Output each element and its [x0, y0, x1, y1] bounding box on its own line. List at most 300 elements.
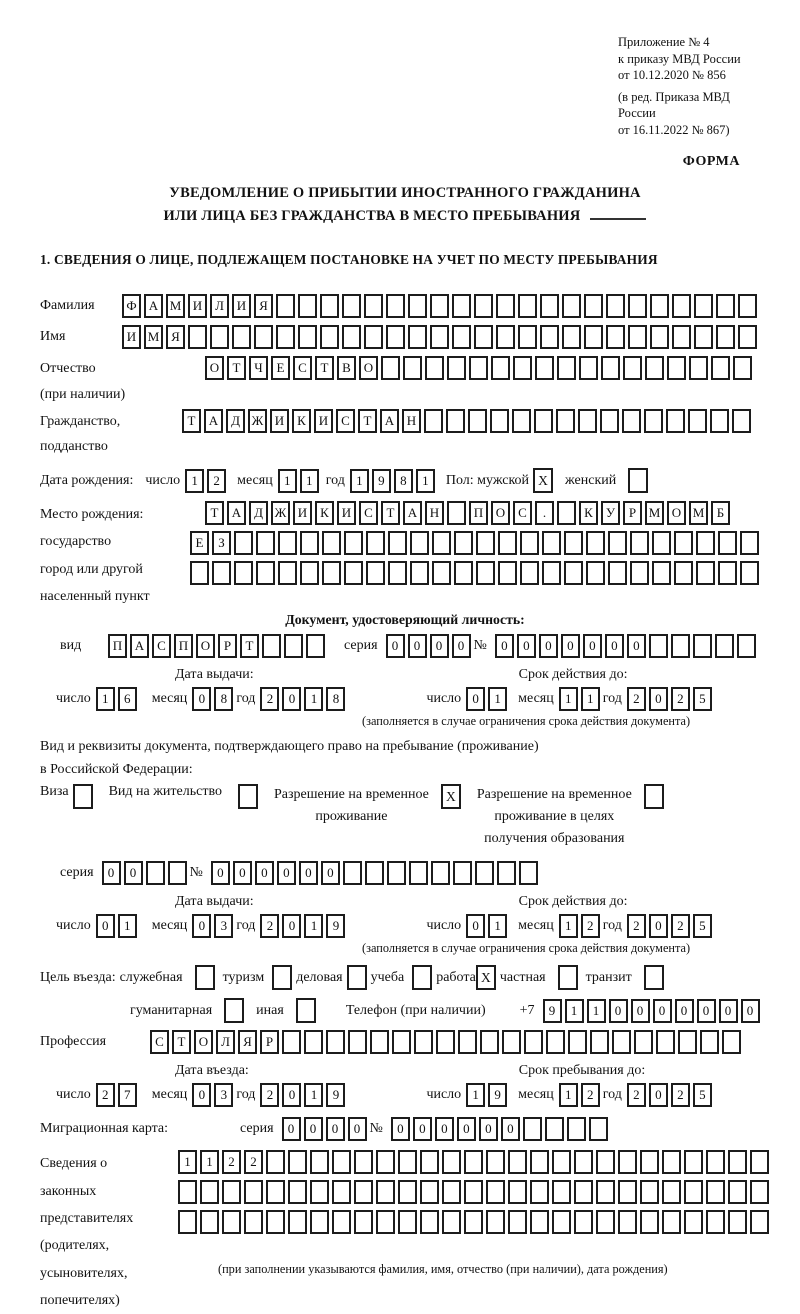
char-box[interactable]: 2 [260, 687, 279, 711]
char-box[interactable]: Я [254, 294, 273, 318]
char-box[interactable]: 1 [416, 469, 435, 493]
char-box[interactable] [398, 1180, 417, 1204]
char-box[interactable]: 0 [452, 634, 471, 658]
char-box[interactable]: 1 [565, 999, 584, 1023]
char-box[interactable]: 2 [207, 469, 226, 493]
char-box[interactable] [366, 531, 385, 555]
char-box[interactable] [234, 561, 253, 585]
char-box[interactable] [600, 409, 619, 433]
char-box[interactable]: 9 [488, 1083, 507, 1107]
char-box[interactable]: 0 [675, 999, 694, 1023]
char-box[interactable] [512, 409, 531, 433]
char-box[interactable] [716, 325, 735, 349]
char-box[interactable] [376, 1180, 395, 1204]
char-box[interactable]: 6 [118, 687, 137, 711]
char-box[interactable] [298, 325, 317, 349]
char-box[interactable] [447, 356, 466, 380]
char-box[interactable] [256, 561, 275, 585]
char-box[interactable]: А [144, 294, 163, 318]
char-box[interactable]: 0 [326, 1117, 345, 1141]
char-box[interactable] [552, 1150, 571, 1174]
char-box[interactable]: 0 [192, 914, 211, 938]
char-box[interactable] [618, 1210, 637, 1234]
char-box[interactable] [519, 861, 538, 885]
char-box[interactable] [750, 1150, 769, 1174]
char-box[interactable]: И [188, 294, 207, 318]
char-box[interactable] [640, 1210, 659, 1234]
char-box[interactable] [344, 561, 363, 585]
char-box[interactable]: 0 [517, 634, 536, 658]
char-box[interactable]: 2 [671, 914, 690, 938]
char-box[interactable] [530, 1180, 549, 1204]
char-box[interactable]: И [270, 409, 289, 433]
char-box[interactable] [552, 1210, 571, 1234]
char-box[interactable]: 1 [304, 687, 323, 711]
char-box[interactable] [342, 325, 361, 349]
char-box[interactable] [326, 1030, 345, 1054]
char-box[interactable] [667, 356, 686, 380]
char-box[interactable] [381, 356, 400, 380]
char-box[interactable] [168, 861, 187, 885]
char-box[interactable] [432, 531, 451, 555]
char-box[interactable]: 5 [693, 1083, 712, 1107]
char-box[interactable] [523, 1117, 542, 1141]
char-box[interactable] [674, 561, 693, 585]
char-box[interactable] [520, 561, 539, 585]
char-box[interactable] [436, 1030, 455, 1054]
char-box[interactable]: 0 [391, 1117, 410, 1141]
char-box[interactable] [409, 861, 428, 885]
char-box[interactable]: И [337, 501, 356, 525]
char-box[interactable] [278, 531, 297, 555]
char-box[interactable] [420, 1150, 439, 1174]
char-box[interactable] [518, 325, 537, 349]
char-box[interactable]: 0 [348, 1117, 367, 1141]
char-box[interactable]: 0 [697, 999, 716, 1023]
char-box[interactable] [574, 1210, 593, 1234]
char-box[interactable] [540, 294, 559, 318]
char-box[interactable]: 0 [649, 1083, 668, 1107]
char-box[interactable] [652, 531, 671, 555]
char-box[interactable]: П [469, 501, 488, 525]
char-box[interactable]: 0 [649, 687, 668, 711]
char-box[interactable]: Д [226, 409, 245, 433]
char-box[interactable] [568, 1030, 587, 1054]
char-box[interactable] [578, 409, 597, 433]
char-box[interactable]: 0 [605, 634, 624, 658]
char-box[interactable] [694, 325, 713, 349]
char-box[interactable] [518, 294, 537, 318]
char-box[interactable] [222, 1210, 241, 1234]
char-box[interactable]: Т [381, 501, 400, 525]
char-box[interactable]: 0 [627, 634, 646, 658]
char-box[interactable] [684, 1210, 703, 1234]
char-box[interactable] [608, 531, 627, 555]
char-box[interactable] [490, 409, 509, 433]
char-box[interactable] [486, 1150, 505, 1174]
char-box[interactable] [276, 294, 295, 318]
char-box[interactable] [508, 1150, 527, 1174]
purpose-humanitarian-checkbox[interactable] [224, 998, 244, 1023]
purpose-other-checkbox[interactable] [296, 998, 316, 1023]
char-box[interactable] [530, 1210, 549, 1234]
char-box[interactable]: 0 [255, 861, 274, 885]
char-box[interactable] [622, 409, 641, 433]
char-box[interactable] [542, 561, 561, 585]
char-box[interactable] [640, 1180, 659, 1204]
char-box[interactable] [662, 1210, 681, 1234]
char-box[interactable]: Ж [248, 409, 267, 433]
char-box[interactable] [645, 356, 664, 380]
char-box[interactable] [344, 531, 363, 555]
char-box[interactable]: Р [218, 634, 237, 658]
char-box[interactable]: А [204, 409, 223, 433]
char-box[interactable]: М [645, 501, 664, 525]
char-box[interactable] [564, 531, 583, 555]
char-box[interactable]: 0 [304, 1117, 323, 1141]
char-box[interactable] [468, 409, 487, 433]
char-box[interactable] [432, 561, 451, 585]
char-box[interactable] [601, 356, 620, 380]
char-box[interactable] [608, 561, 627, 585]
char-box[interactable]: 0 [501, 1117, 520, 1141]
char-box[interactable] [386, 325, 405, 349]
char-box[interactable]: 2 [671, 1083, 690, 1107]
char-box[interactable] [284, 634, 303, 658]
char-box[interactable] [300, 531, 319, 555]
char-box[interactable] [431, 861, 450, 885]
char-box[interactable]: 1 [350, 469, 369, 493]
char-box[interactable]: 1 [304, 1083, 323, 1107]
char-box[interactable]: 3 [214, 1083, 233, 1107]
char-box[interactable]: И [232, 294, 251, 318]
char-box[interactable] [190, 561, 209, 585]
char-box[interactable]: С [513, 501, 532, 525]
char-box[interactable]: 2 [627, 914, 646, 938]
char-box[interactable] [414, 1030, 433, 1054]
char-box[interactable]: М [144, 325, 163, 349]
char-box[interactable] [388, 561, 407, 585]
char-box[interactable]: О [194, 1030, 213, 1054]
char-box[interactable] [288, 1150, 307, 1174]
char-box[interactable]: 0 [408, 634, 427, 658]
char-box[interactable] [684, 1150, 703, 1174]
char-box[interactable] [348, 1030, 367, 1054]
char-box[interactable]: 0 [282, 687, 301, 711]
char-box[interactable]: 2 [627, 1083, 646, 1107]
char-box[interactable] [513, 356, 532, 380]
char-box[interactable] [403, 356, 422, 380]
char-box[interactable]: 0 [192, 1083, 211, 1107]
char-box[interactable] [398, 1150, 417, 1174]
char-box[interactable] [234, 531, 253, 555]
residence-permit-checkbox[interactable] [238, 784, 258, 809]
char-box[interactable] [564, 561, 583, 585]
char-box[interactable] [706, 1180, 725, 1204]
char-box[interactable] [212, 561, 231, 585]
char-box[interactable] [430, 325, 449, 349]
char-box[interactable] [266, 1150, 285, 1174]
char-box[interactable]: П [108, 634, 127, 658]
char-box[interactable] [498, 531, 517, 555]
char-box[interactable] [584, 294, 603, 318]
char-box[interactable]: 0 [649, 914, 668, 938]
char-box[interactable]: 9 [543, 999, 562, 1023]
char-box[interactable] [535, 356, 554, 380]
char-box[interactable] [557, 501, 576, 525]
char-box[interactable] [464, 1180, 483, 1204]
char-box[interactable] [364, 294, 383, 318]
char-box[interactable] [420, 1210, 439, 1234]
char-box[interactable]: 3 [214, 914, 233, 938]
char-box[interactable]: А [403, 501, 422, 525]
char-box[interactable] [410, 531, 429, 555]
char-box[interactable] [718, 561, 737, 585]
char-box[interactable] [496, 325, 515, 349]
char-box[interactable] [178, 1180, 197, 1204]
char-box[interactable]: 0 [282, 1083, 301, 1107]
char-box[interactable]: 0 [457, 1117, 476, 1141]
char-box[interactable]: 2 [581, 914, 600, 938]
char-box[interactable]: Т [182, 409, 201, 433]
char-box[interactable]: А [380, 409, 399, 433]
char-box[interactable]: И [122, 325, 141, 349]
char-box[interactable] [464, 1210, 483, 1234]
char-box[interactable]: Б [711, 501, 730, 525]
char-box[interactable] [546, 1030, 565, 1054]
char-box[interactable] [322, 531, 341, 555]
char-box[interactable] [545, 1117, 564, 1141]
sex-male-checkbox[interactable]: X [533, 468, 553, 493]
char-box[interactable] [210, 325, 229, 349]
char-box[interactable] [146, 861, 165, 885]
char-box[interactable] [454, 531, 473, 555]
char-box[interactable] [728, 1210, 747, 1234]
char-box[interactable] [322, 561, 341, 585]
char-box[interactable] [750, 1210, 769, 1234]
char-box[interactable] [498, 561, 517, 585]
char-box[interactable] [684, 1180, 703, 1204]
char-box[interactable]: Т [358, 409, 377, 433]
char-box[interactable]: 0 [435, 1117, 454, 1141]
char-box[interactable]: 0 [561, 634, 580, 658]
char-box[interactable] [628, 294, 647, 318]
char-box[interactable]: 1 [587, 999, 606, 1023]
char-box[interactable]: Т [227, 356, 246, 380]
char-box[interactable]: 7 [118, 1083, 137, 1107]
char-box[interactable]: 9 [326, 914, 345, 938]
char-box[interactable] [722, 1030, 741, 1054]
char-box[interactable] [562, 294, 581, 318]
char-box[interactable]: 0 [282, 914, 301, 938]
char-box[interactable] [710, 409, 729, 433]
char-box[interactable] [728, 1150, 747, 1174]
char-box[interactable]: 0 [653, 999, 672, 1023]
char-box[interactable] [288, 1210, 307, 1234]
char-box[interactable]: Т [240, 634, 259, 658]
char-box[interactable] [672, 294, 691, 318]
char-box[interactable] [332, 1150, 351, 1174]
char-box[interactable]: 0 [479, 1117, 498, 1141]
char-box[interactable] [304, 1030, 323, 1054]
char-box[interactable] [332, 1210, 351, 1234]
char-box[interactable] [502, 1030, 521, 1054]
char-box[interactable] [453, 861, 472, 885]
char-box[interactable] [623, 356, 642, 380]
char-box[interactable] [733, 356, 752, 380]
char-box[interactable] [540, 325, 559, 349]
char-box[interactable]: 1 [185, 469, 204, 493]
char-box[interactable] [262, 634, 281, 658]
char-box[interactable] [689, 356, 708, 380]
char-box[interactable] [282, 1030, 301, 1054]
char-box[interactable] [200, 1180, 219, 1204]
char-box[interactable]: Я [238, 1030, 257, 1054]
char-box[interactable] [320, 294, 339, 318]
char-box[interactable]: 1 [118, 914, 137, 938]
char-box[interactable] [486, 1210, 505, 1234]
char-box[interactable] [222, 1180, 241, 1204]
char-box[interactable] [650, 325, 669, 349]
char-box[interactable] [696, 531, 715, 555]
char-box[interactable]: 8 [214, 687, 233, 711]
char-box[interactable]: 1 [300, 469, 319, 493]
purpose-transit-checkbox[interactable] [644, 965, 664, 990]
char-box[interactable] [496, 294, 515, 318]
char-box[interactable]: 8 [394, 469, 413, 493]
char-box[interactable]: 0 [386, 634, 405, 658]
char-box[interactable]: В [337, 356, 356, 380]
char-box[interactable]: 0 [282, 1117, 301, 1141]
char-box[interactable] [442, 1180, 461, 1204]
char-box[interactable]: 0 [583, 634, 602, 658]
char-box[interactable] [508, 1210, 527, 1234]
char-box[interactable] [430, 294, 449, 318]
char-box[interactable]: 1 [559, 1083, 578, 1107]
char-box[interactable] [634, 1030, 653, 1054]
char-box[interactable]: З [212, 531, 231, 555]
char-box[interactable]: Р [260, 1030, 279, 1054]
char-box[interactable] [584, 325, 603, 349]
char-box[interactable] [480, 1030, 499, 1054]
char-box[interactable] [266, 1180, 285, 1204]
char-box[interactable] [696, 561, 715, 585]
char-box[interactable]: 2 [260, 914, 279, 938]
char-box[interactable] [574, 1150, 593, 1174]
char-box[interactable] [276, 325, 295, 349]
char-box[interactable] [392, 1030, 411, 1054]
char-box[interactable] [474, 294, 493, 318]
purpose-commercial-checkbox[interactable] [347, 965, 367, 990]
sex-female-checkbox[interactable] [628, 468, 648, 493]
char-box[interactable] [278, 561, 297, 585]
char-box[interactable]: 1 [581, 687, 600, 711]
char-box[interactable] [628, 325, 647, 349]
char-box[interactable]: 0 [413, 1117, 432, 1141]
char-box[interactable]: 1 [178, 1150, 197, 1174]
char-box[interactable] [452, 325, 471, 349]
char-box[interactable]: 1 [488, 687, 507, 711]
char-box[interactable]: 0 [192, 687, 211, 711]
char-box[interactable]: 0 [466, 687, 485, 711]
char-box[interactable]: 5 [693, 687, 712, 711]
char-box[interactable]: 1 [466, 1083, 485, 1107]
char-box[interactable]: 2 [96, 1083, 115, 1107]
char-box[interactable] [596, 1150, 615, 1174]
char-box[interactable]: 9 [326, 1083, 345, 1107]
purpose-business-checkbox[interactable] [195, 965, 215, 990]
char-box[interactable] [442, 1150, 461, 1174]
char-box[interactable] [530, 1150, 549, 1174]
char-box[interactable] [420, 1180, 439, 1204]
char-box[interactable] [364, 325, 383, 349]
char-box[interactable]: 0 [430, 634, 449, 658]
char-box[interactable] [644, 409, 663, 433]
char-box[interactable] [447, 501, 466, 525]
char-box[interactable]: Е [271, 356, 290, 380]
char-box[interactable] [618, 1150, 637, 1174]
char-box[interactable] [711, 356, 730, 380]
char-box[interactable] [366, 561, 385, 585]
char-box[interactable] [542, 531, 561, 555]
char-box[interactable]: О [359, 356, 378, 380]
visa-checkbox[interactable] [73, 784, 93, 809]
char-box[interactable] [452, 294, 471, 318]
char-box[interactable]: Н [402, 409, 421, 433]
char-box[interactable] [386, 294, 405, 318]
char-box[interactable]: М [689, 501, 708, 525]
char-box[interactable]: К [292, 409, 311, 433]
char-box[interactable]: 2 [581, 1083, 600, 1107]
char-box[interactable] [640, 1150, 659, 1174]
char-box[interactable] [200, 1210, 219, 1234]
char-box[interactable]: К [315, 501, 334, 525]
char-box[interactable]: А [130, 634, 149, 658]
char-box[interactable]: 1 [488, 914, 507, 938]
char-box[interactable]: 2 [671, 687, 690, 711]
char-box[interactable] [652, 561, 671, 585]
char-box[interactable] [649, 634, 668, 658]
char-box[interactable] [408, 325, 427, 349]
char-box[interactable]: Л [210, 294, 229, 318]
char-box[interactable] [288, 1180, 307, 1204]
purpose-study-checkbox[interactable] [412, 965, 432, 990]
char-box[interactable]: Е [190, 531, 209, 555]
char-box[interactable] [376, 1210, 395, 1234]
char-box[interactable] [469, 356, 488, 380]
char-box[interactable]: Р [623, 501, 642, 525]
char-box[interactable] [737, 634, 756, 658]
char-box[interactable] [662, 1150, 681, 1174]
char-box[interactable] [606, 294, 625, 318]
char-box[interactable] [557, 356, 576, 380]
char-box[interactable] [718, 531, 737, 555]
char-box[interactable] [232, 325, 251, 349]
char-box[interactable] [476, 531, 495, 555]
char-box[interactable]: Д [249, 501, 268, 525]
char-box[interactable] [486, 1180, 505, 1204]
char-box[interactable] [354, 1180, 373, 1204]
char-box[interactable] [244, 1180, 263, 1204]
char-box[interactable] [618, 1180, 637, 1204]
char-box[interactable]: Ж [271, 501, 290, 525]
char-box[interactable] [706, 1210, 725, 1234]
char-box[interactable] [674, 531, 693, 555]
char-box[interactable]: 5 [693, 914, 712, 938]
char-box[interactable]: О [196, 634, 215, 658]
char-box[interactable] [408, 294, 427, 318]
char-box[interactable]: Ф [122, 294, 141, 318]
